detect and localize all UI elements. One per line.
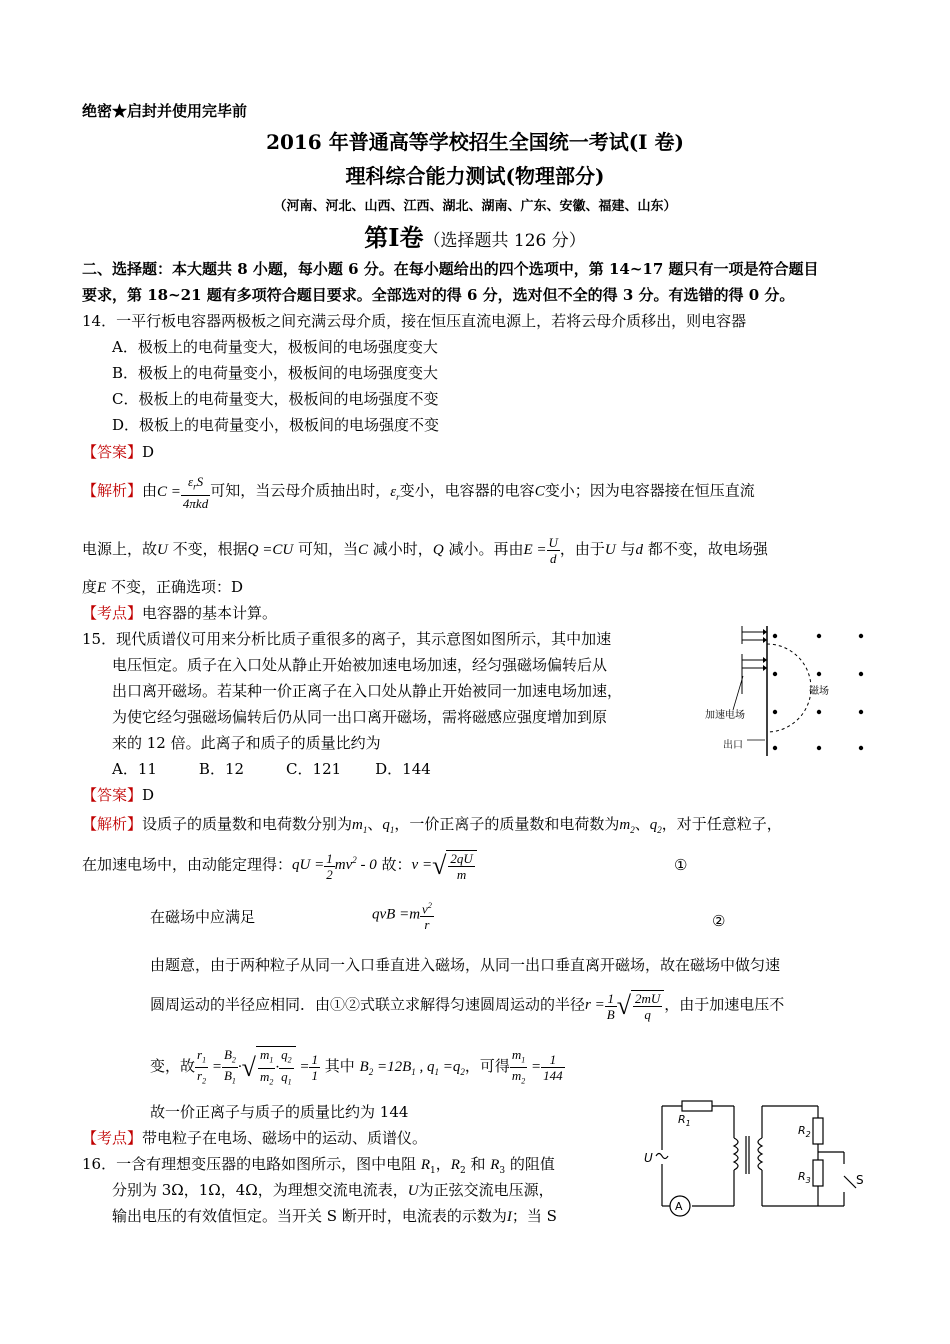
q15-analysis-line1: 【解析】设质子的质量数和电荷数分别为$m_1$、$q_1$，一价正离子的质量数和电荷数为$m_2$、$q_2$，对于任意粒子， <box>82 815 782 835</box>
r2-label: R <box>798 1124 806 1137</box>
q15-answer <box>82 784 154 805</box>
q14-option-b: B．极板上的电荷量变小，极板间的电场强度变大 <box>112 364 439 382</box>
r1-sub: 1 <box>685 1119 691 1128</box>
q15-line2: 电压恒定。质子在入口处从静止开始被加速电场加速，经匀强磁场偏转后从 <box>112 656 608 674</box>
q14-option-d: D．极板上的电荷量变小，极板间的电场强度不变 <box>112 416 440 434</box>
equation-marker-1: ① <box>674 856 688 874</box>
q15-analysis-line6: 变，故 $\frac{r_1}{r_2}$ = $\frac{B_2}{B_1}$ ·√ $\frac{m_1}{m_2}$ · $\frac{q_2}{q_1}$ = $\frac{1}{1}$ 其中 $B_2 =12B_1$ , $q_1 =q_2$，可得 $\frac{m_1}{m_2}$ = $\frac{1}{144}$ <box>150 1046 565 1089</box>
text: 由 <box>142 481 158 500</box>
q16-line2: 分别为 3Ω，1Ω，4Ω，为理想交流电流表，U为正弦交流电压源， <box>112 1181 554 1199</box>
formula-capacitance: C = $\frac{\varepsilon_rS}{\text{4πkd}}$ <box>157 474 209 511</box>
answer-value: D <box>142 443 155 461</box>
q14-point <box>82 602 277 623</box>
text: 其中 <box>324 1057 355 1076</box>
resistor-r3 <box>813 1160 823 1186</box>
text: 、 <box>634 815 650 833</box>
exit-label: 出口 <box>723 740 743 751</box>
svg-text:R2 <box>798 1124 811 1139</box>
q15-line3: 出口离开磁场。若某种一价正离子在入口处从静止开始被同一加速电场加速， <box>112 682 623 700</box>
analysis-tag: 【解析】 <box>82 481 143 500</box>
analysis-tag: 【解析】 <box>82 815 143 833</box>
instructions-line1: 二、选择题：本大题共 8 小题，每小题 6 分。在每小题给出的四个选项中，第 14~17 题只有一项是符合题目 <box>82 260 819 278</box>
q16-line1: 16．一含有理想变压器的电路如图所示，图中电阻 $R_1$，$R_2$ 和 $R_3$ 的阻值 <box>82 1155 555 1176</box>
formula-lorentz: qvB =m $\frac{v^2}{r}$ <box>372 898 434 932</box>
transformer-circuit-figure <box>612 1098 874 1222</box>
q15-analysis-line4: 由题意，由于两种粒子从同一入口垂直进入磁场，从同一出口垂直离开磁场，故在磁场中做匀速 <box>150 956 781 974</box>
q15-analysis-line2: 在加速电场中，由动能定理得：qU = $\frac{1}{2}$ $mv^2 - 0$ 故：v =√ $\frac{2qU}{m}$ <box>82 850 477 882</box>
field-label: 磁场 <box>809 686 829 697</box>
q15-conclusion: 故一价正离子与质子的质量比约为 144 <box>150 1103 409 1121</box>
text: 不变，正确选项：D <box>110 578 243 596</box>
q15-line1: 15．现代质谱仪可用来分析比质子重很多的离子，其示意图如图所示，其中加速 <box>82 630 612 648</box>
u-label: U <box>644 1151 653 1165</box>
answer-tag: 【答案】 <box>82 443 143 461</box>
text: 为正弦交流电压源， <box>418 1181 554 1199</box>
q15-line4: 为使它经匀强磁场偏转后仍从同一出口离开磁场，需将磁感应强度增加到原 <box>112 708 608 726</box>
ammeter-label: A <box>675 1200 683 1213</box>
text: 减小时， <box>372 539 433 558</box>
point-text: 电容器的基本计算。 <box>142 604 278 622</box>
text: 不变，根据 <box>172 539 248 558</box>
q15-point <box>82 1127 427 1148</box>
text: 圆周运动的半径应相同．由①②式联立求解得匀速圆周运动的半径 <box>150 995 586 1014</box>
r1-label: R <box>678 1113 686 1126</box>
text: 变小；因为电容器接在恒压直流 <box>544 481 755 500</box>
q15-options <box>112 758 431 779</box>
exam-subtitle: 理科综合能力测试(物理部分) <box>345 164 605 188</box>
q14-analysis-line3: 度E 不变，正确选项：D <box>82 578 243 596</box>
regions-line: （河南、河北、山西、江西、湖北、湖南、广东、安徽、福建、山东） <box>273 199 677 214</box>
text: ，由于 <box>559 539 605 558</box>
text: ，可得 <box>464 1057 510 1076</box>
text: 输出电压的有效值恒定。当开关 S 断开时，电流表的示数为 <box>112 1207 507 1225</box>
exam-title: 2016 年普通高等学校招生全国统一考试(Ⅰ 卷) <box>266 130 684 154</box>
text: ；当 S <box>511 1207 557 1225</box>
q14-analysis-line2: 电源上，故U 不变，根据Q =CU 可知，当C 减小时，Q 减小。再由E = $\frac{U}{d}$ ，由于U 与d 都不变，故电场强 <box>82 535 768 566</box>
text: 都不变，故电场强 <box>647 539 768 558</box>
text: 与 <box>620 539 636 558</box>
q14-stem: 14．一平行板电容器两极板之间充满云母介质，接在恒压直流电源上，若将云母介质移出，则电容器 <box>82 312 747 330</box>
text: 设质子的质量数和电荷数分别为 <box>142 815 353 833</box>
formula-field: E = $\frac{U}{d}$ <box>523 535 558 566</box>
svg-text:R1 <box>678 1113 691 1128</box>
instructions-line2: 要求，第 18~21 题有多项符合题目要求。全部选对的得 6 分，选对但不全的得 3 分。有选错的得 0 分。 <box>82 286 795 304</box>
q15-analysis-line5: 圆周运动的半径应相同．由①②式联立求解得匀速圆周运动的半径r = $\frac{1}{B}$ √ $\frac{2mU}{q}$ ，由于加速电压不 <box>150 990 785 1022</box>
r2-sub: 2 <box>805 1130 811 1139</box>
resistor-r2 <box>813 1118 823 1144</box>
q14-option-a: A．极板上的电荷量变大，极板间的电场强度变大 <box>112 338 438 356</box>
text: 的阻值 <box>505 1155 555 1173</box>
q14-analysis-line1: 【解析】由C = $\frac{\varepsilon_rS}{\text{4πkd}}$ 可知，当云母介质抽出时，$\varepsilon_r$变小，电容器的电容C变小；因为电容器接在恒压直流 <box>82 474 755 511</box>
volume-heading <box>0 218 950 253</box>
text: 、 <box>367 815 383 833</box>
q15-option-b: B．12 <box>198 760 245 778</box>
text: ，一价正离子的质量数和电荷数为 <box>394 815 620 833</box>
point-tag: 【考点】 <box>82 1129 143 1147</box>
q16-line3: 输出电压的有效值恒定。当开关 S 断开时，电流表的示数为I；当 S <box>112 1207 557 1225</box>
switch-label: S <box>856 1173 864 1187</box>
text: 减小。再由 <box>448 539 524 558</box>
text: ，由于加速电压不 <box>664 995 785 1014</box>
text: 可知，当 <box>297 539 358 558</box>
q15-option-a: A．11 <box>112 760 157 778</box>
text: 分别为 3Ω，1Ω，4Ω，为理想交流电流表， <box>112 1181 408 1199</box>
q15-option-d: D．144 <box>375 760 431 778</box>
text: 变小，电容器的电容 <box>399 481 535 500</box>
text: 度 <box>82 578 98 596</box>
answer-tag: 【答案】 <box>82 786 143 804</box>
q14-option-c: C．极板上的电荷量变大，极板间的电场强度不变 <box>112 390 439 408</box>
equation-marker-2: ② <box>712 912 726 930</box>
answer-value: D <box>142 786 155 804</box>
text: 故： <box>381 855 412 874</box>
q14-answer <box>82 441 154 462</box>
volume-note: （选择题共 126 分） <box>423 231 586 251</box>
point-text: 带电粒子在电场、磁场中的运动、质谱仪。 <box>142 1129 428 1147</box>
q15-magnetic-condition: 在磁场中应满足 <box>150 908 256 926</box>
mass-spectrometer-figure <box>705 624 875 758</box>
text: ，对于任意粒子， <box>661 815 782 833</box>
q15-option-c: C．121 <box>286 760 342 778</box>
accel-label: 加速电场 <box>705 710 745 721</box>
resistor-r1 <box>682 1101 712 1111</box>
volume-title: 第Ⅰ卷 <box>364 223 424 252</box>
text: 可知，当云母介质抽出时， <box>210 481 391 500</box>
text: 在加速电场中，由动能定理得： <box>82 855 293 874</box>
q15-line5: 来的 12 倍。此离子和质子的质量比约为 <box>112 734 381 752</box>
r3-label: R <box>798 1170 806 1183</box>
text: 电源上，故 <box>82 539 158 558</box>
secret-label: 绝密★启封并使用完毕前 <box>82 102 248 120</box>
text: 16．一含有理想变压器的电路如图所示，图中电阻 <box>82 1155 421 1173</box>
svg-text:R3 <box>798 1170 811 1185</box>
point-tag: 【考点】 <box>82 604 143 622</box>
r3-sub: 3 <box>805 1176 811 1185</box>
text: 变，故 <box>150 1057 196 1076</box>
